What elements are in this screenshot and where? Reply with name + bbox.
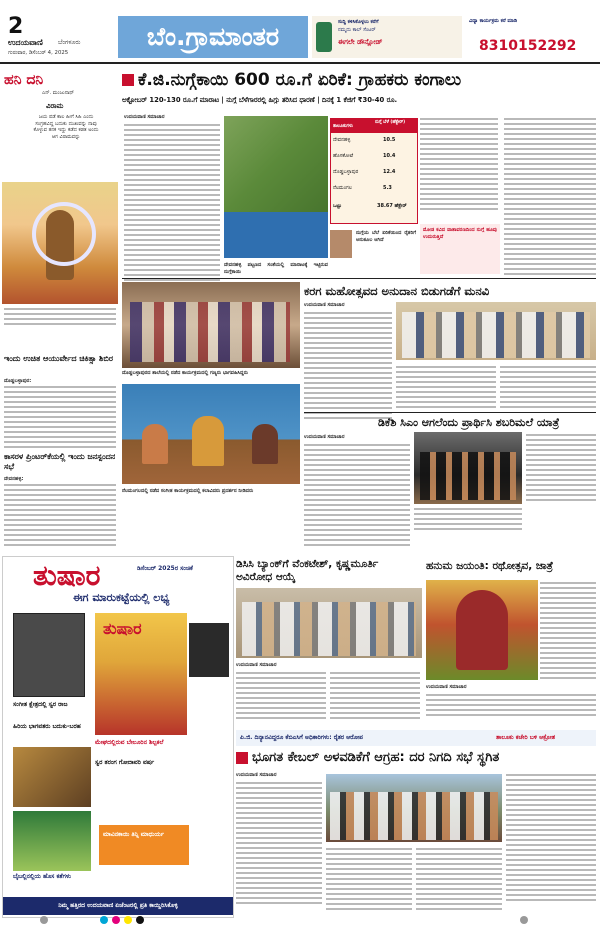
table-cell: 10.4 xyxy=(383,153,396,159)
cover-title: ತುಷಾರ xyxy=(103,619,142,638)
quote-box-1 xyxy=(330,228,416,274)
dcc-headline: ಡಿಸಿಸಿ ಬ್ಯಾಂಕ್‌ಗೆ ವೆಂಕಟೇಶ್, ಕೃಷ್ಣಮೂರ್ತಿ ಅವಿರೋಧ ಆಯ್ಕೆ xyxy=(236,558,379,583)
drumstick-caption: ದೇವನಹಳ್ಳಿ ಪಟ್ಟಣದ ಸಂತೆಯಲ್ಲಿ ಮಾರಾಟಕ್ಕೆ ಇಟ್ಟಿರುವ ನುಗ್ಗೆಕಾಯಿ xyxy=(224,262,328,275)
pilgrims-photo xyxy=(414,432,522,504)
phone-number: 8310152292 xyxy=(479,38,577,54)
table-cell: ನೆಲಮಂಗಲ xyxy=(333,185,352,191)
magazine-cover xyxy=(95,613,187,735)
dcc-byline: ಉದಯವಾಣಿ ಸಮಾಚಾರ xyxy=(236,662,277,668)
page-number: 2 xyxy=(8,14,24,39)
top-ad xyxy=(312,16,462,58)
ad-item2: ಹಿರಿಯ ಭಾಗವತರು ಬದುಕು-ಬರಹ xyxy=(13,723,81,730)
top-ad-brand: ಈಗಲೇ ಡೌನ್ಲೋಡ್ xyxy=(338,38,383,46)
print-registration-marks xyxy=(0,916,600,924)
table-cell: 5.3 xyxy=(383,185,392,191)
columnist-author: ಎನ್. ಮಂಜುನಾಥ್ xyxy=(42,90,75,96)
singer-portrait xyxy=(189,623,229,677)
hanuma-body-1 xyxy=(540,582,596,682)
hanuma-body-2 xyxy=(426,694,596,719)
karaga-headline: ಕರಗ ಮಹೋತ್ಸವದ ಅನುದಾನ ಬಿಡುಗಡೆಗೆ ಮನವಿ xyxy=(304,284,490,298)
lead-body-col1 xyxy=(124,124,220,294)
table-cell: 12.4 xyxy=(383,169,396,175)
officials-row xyxy=(402,312,590,358)
farmer-portrait xyxy=(330,230,352,258)
price-table xyxy=(330,118,418,224)
paper-name: ಉದಯವಾಣಿ xyxy=(8,38,43,47)
quote-2: ಮೋಡ ಕವಿದ ವಾತಾವರಣದಿಂದ ನುಗ್ಗೆ ಹೂವು ಉದುರುತ್ತಿದೆ xyxy=(423,227,497,240)
ad-item4: ಸ್ವರ ತರಂಗ ಗೋದಾವರಿ ವರ್ಷ xyxy=(95,759,155,766)
ad-item1: ಸಂಗೀತ ಕ್ಷೇತ್ರದಲ್ಲಿ ಸ್ವರ ರಾಜ xyxy=(13,701,68,708)
karaga-body-2 xyxy=(396,366,496,411)
top-ad-line2: ನಮ್ಮದು ಕಾಲ್ ಸೆಂಟರ್ xyxy=(338,27,376,33)
lead-byline: ಉದಯವಾಣಿ ಸಮಾಚಾರ xyxy=(124,114,165,120)
karaga-body-1 xyxy=(304,312,392,422)
cable-body-4 xyxy=(506,774,596,904)
story-ayurveda-headline: ಇಂದು ಉಚಿತ ಆಯುರ್ವೇದ ಚಿಕಿತ್ಸಾ ಶಿಬಿರ xyxy=(4,354,114,363)
registration-dot xyxy=(520,916,528,924)
phone-ad-text: ವಿದ್ಯಾ ಕಾರ್ಯಕ್ರಮ ಕರೆ ಮಾಡಿ xyxy=(469,18,518,24)
protest-crowd xyxy=(330,792,498,840)
lead-bottom-rule xyxy=(122,278,596,279)
dcc-photo xyxy=(236,588,422,658)
music-photo-caption: ನೆಲಮಂಗಲದಲ್ಲಿ ನಡೆದ ಸಂಗೀತ ಕಾರ್ಯಕ್ರಮದಲ್ಲಿ ಕಲಾವಿದರು ಪ್ರದರ್ಶನ ನೀಡಿದರು xyxy=(122,488,254,494)
cable-body-1 xyxy=(236,782,322,907)
columnist-box xyxy=(2,68,118,180)
magazine-ad xyxy=(2,556,234,918)
table-cell: ದೇವನಹಳ್ಳಿ xyxy=(333,137,351,143)
musician-1 xyxy=(142,424,168,464)
table-cell: ಹೊಸಕೋಟೆ xyxy=(333,153,354,159)
date: ಗುರುವಾರ, ಡಿಸೆಂಬರ್ 4, 2025 xyxy=(8,50,69,56)
magazine-issue: ಡಿಸೆಂಬರ್ 2025ರ ಸಂಚಿಕೆ xyxy=(137,565,193,572)
registration-dot xyxy=(40,916,48,924)
table-header xyxy=(331,119,417,133)
lead-headline: ಕೆ.ಜಿ.ನುಗ್ಗೆಕಾಯಿ 600 ರೂ.ಗೆ ಏರಿಕೆ: ಗ್ರಾಹಕರು ಕಂಗಾಲು xyxy=(138,70,462,90)
flower-garland xyxy=(32,202,96,266)
magazine-tagline: ಈಗ ಮಾರುಕಟ್ಟೆಯಲ್ಲಿ ಲಭ್ಯ xyxy=(73,591,170,604)
poet-portrait xyxy=(13,613,85,697)
story-ayurveda-byline: ದೊಡ್ಡಬಳ್ಳಾಪುರ: xyxy=(4,378,32,384)
table-cell: 10.5 xyxy=(383,137,396,143)
top-ad-line1: ಸುದ್ದಿ ಕಳಿಸಿಕೊಳ್ಳಲು ಕರೆಗೆ xyxy=(338,19,379,25)
drumstick-photo xyxy=(224,116,328,258)
dcc-body-1 xyxy=(236,672,326,722)
ad-item3: ಮೇಘದಲ್ಲಿರುವ ಬೇಲೂರಿನ ಶಿಲ್ಪಕಲೆ xyxy=(95,739,164,746)
masthead-rule xyxy=(0,62,600,64)
masthead xyxy=(0,0,600,62)
story-strip xyxy=(236,730,596,746)
people-row xyxy=(130,302,290,362)
karaga-byline: ಉದಯವಾಣಿ ಸಮಾಚಾರ xyxy=(304,302,345,308)
registration-dot xyxy=(112,916,120,924)
dcc-group xyxy=(242,602,416,656)
edition: ಬೆಂಗಳೂರು xyxy=(58,39,81,46)
ad-footer: ನಿಮ್ಮ ಹತ್ತಿರದ ಉದಯವಾಣಿ ಏಜೆಂಟರಲ್ಲಿ ಪ್ರತಿ ಕಾಯ್ದಿರಿಸಿಕೊಳ್ಳಿ xyxy=(3,897,233,915)
dancer-image xyxy=(13,811,91,871)
dkshi-body-3 xyxy=(414,508,522,533)
musician-2 xyxy=(192,416,224,466)
protest-photo xyxy=(326,774,502,842)
dkshi-body-1 xyxy=(304,444,410,549)
columnist-heading: ವಿರಾಮ xyxy=(46,102,64,110)
story-meeting-headline: ಕಾಸರಳ ಪ್ರಿಂಟರ್‌ಕೆಯಲ್ಲಿ ಇಂದು ಜನಸ್ಪಂದನ ಸಭೆ xyxy=(4,452,116,471)
dkshi-headline: ಡಿಕೆಶಿ ಸಿಎಂ ಆಗಲೆಂದು ಪ್ರಾರ್ಥಿಸಿ ಶಬರಿಮಲೆ ಯಾತ್ರೆ xyxy=(378,416,560,429)
columnist-body: ಜಯ ಪಡೆ ಕಾಲ ಹೀಗೆ ಸಿಹಿ ಎಂದು ಸಂಗ್ರಹವಿದ್ದ ಬದುಕು ದುಃಖವನ್ನು ನಾವು ಕೊಳ್ಳುವ ತನಕ ಇದ್ದು ಕಡೆದ ಕಡತ ಅಂದು ಆಗ ವಿರಾಮವನ್ನು xyxy=(33,114,99,140)
dkshi-body-2 xyxy=(526,434,596,504)
lead-body-col4 xyxy=(504,118,596,278)
karaga-body-3 xyxy=(500,366,596,411)
basket xyxy=(224,212,328,258)
quote-1: ನುಗ್ಗೆಯ ಬೆಲೆ ಏರಿಕೆಯಿಂದ ರೈತರಿಗೆ ಅನುಕೂಲ ಆಗಿದೆ xyxy=(356,230,416,243)
table-cell: ಒಟ್ಟು xyxy=(333,203,342,209)
registration-dot xyxy=(124,916,132,924)
table-header-col2: ನುಗ್ಗೆ ಬೆಳೆ (ಹೆಕ್ಟೇರ್) xyxy=(375,120,406,125)
phone-ad xyxy=(465,16,595,58)
lead-headline-bar xyxy=(122,68,596,94)
pilgrims-group xyxy=(420,452,516,500)
table-header-col1: ತಾಲೂಕುಗಳು xyxy=(333,124,353,129)
karaga-photo xyxy=(396,302,596,360)
cable-body-2 xyxy=(326,848,412,913)
ad-item6: ಮಾವಿನಕಾಯಿ ತಿನ್ನಿ ಮಾಧುರ್ಯ xyxy=(103,831,164,838)
strip-text2: ತಾಲೂಕು ಕಚೇರಿ ಬಳಿ ಆಕ್ರೋಶ xyxy=(496,734,556,741)
registration-dot xyxy=(136,916,144,924)
table-cell: 38.67 ಹೆಕ್ಟೇರ್ xyxy=(377,203,407,209)
hanuma-byline: ಉದಯವಾಣಿ ಸಮಾಚಾರ xyxy=(426,684,467,690)
cable-bullet xyxy=(236,752,248,764)
religious-caption xyxy=(4,308,116,328)
musician-3 xyxy=(252,424,278,464)
registration-dot xyxy=(100,916,108,924)
story-meeting-byline: ದೇವನಹಳ್ಳಿ: xyxy=(4,476,24,482)
hanuma-photo xyxy=(426,580,538,680)
religious-photo xyxy=(2,182,118,304)
karaga-rule xyxy=(304,412,596,413)
dcc-body-2 xyxy=(330,672,420,722)
school-photo-caption: ದೊಡ್ಡಬಳ್ಳಾಪುರದ ಶಾಲೆಯಲ್ಲಿ ನಡೆದ ಕಾರ್ಯಕ್ರಮದಲ್ಲಿ ಗಣ್ಯರು ಭಾಗವಹಿಸಿದ್ದರು xyxy=(122,370,248,376)
section-title: ಬೆಂ.ಗ್ರಾಮಾಂತರ xyxy=(118,16,308,58)
cable-body-3 xyxy=(416,848,502,913)
magazine-name: ತುಷಾರ xyxy=(33,559,101,592)
story-meeting-body xyxy=(4,484,116,549)
story-ayurveda-body xyxy=(4,386,116,451)
cable-byline: ಉದಯವಾಣಿ ಸಮಾಚಾರ xyxy=(236,772,277,778)
phone-icon xyxy=(316,22,332,52)
painting-image xyxy=(13,747,91,807)
ad-item5: ಬೈಬಲ್ಲಿನಲ್ಲಿಯ ಹೊಸ ಕತೆಗಳು xyxy=(13,873,71,880)
hanuma-headline: ಹನುಮ ಜಯಂತಿ: ರಥೋತ್ಸವ, ಜಾತ್ರೆ xyxy=(426,560,554,572)
table-cell: ದೊಡ್ಡಬಳ್ಳಾಪುರ xyxy=(333,169,359,175)
quote-box-2 xyxy=(420,224,500,274)
columnist-title: ಹನಿ ದನಿ xyxy=(4,72,44,88)
dkshi-byline: ಉದಯವಾಣಿ ಸಮಾಚಾರ xyxy=(304,434,345,440)
lead-subheadline: ಅಕ್ಟೋಬರ್ 120-130 ರೂ.ಗೆ ಮಾರಾಟ | ನುಗ್ಗೆ ಬೆಳೆಗಾರರಲ್ಲಿ ಹಿಗ್ಗು ತರಿಸಿದ ಧಾರಣೆ | ದಿನಕ್ಕೆ 1 ಕೆಜಿಗೆ ₹30-40 ರೂ. xyxy=(122,96,398,104)
ad-item6-box xyxy=(99,825,189,865)
lead-body-col3 xyxy=(420,118,498,213)
school-event-photo xyxy=(122,282,300,368)
lead-bullet xyxy=(122,74,134,86)
chariot xyxy=(456,590,508,670)
music-event-photo xyxy=(122,384,300,484)
cable-headline: ಭೂಗತ ಕೇಬಲ್ ಅಳವಡಿಕೆಗೆ ಆಗ್ರಹ: ದರ ನಿಗದಿ ಸಭೆ ಸ್ಥಗಿತ xyxy=(252,750,500,765)
strip-text1: ಪಿ.ಜಿ. ದಿನ್ಯಾನವಿದ್ದರೂ ಕೆಬಿಎಸಿಗೆ ಅಧಿಕಾರಿಗಳು: ರೈತರ ಆರೋಪ xyxy=(240,734,363,741)
